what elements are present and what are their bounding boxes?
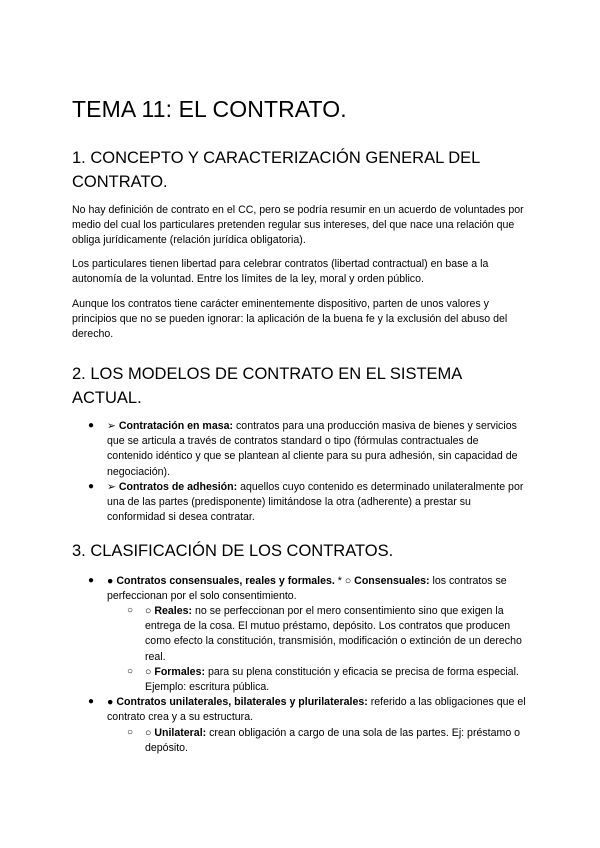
list-bullet: ● bbox=[88, 420, 95, 431]
sublist-item-formales bbox=[145, 665, 525, 695]
item-text: para su plena constitución y eficacia se precisa de forma especial. Ejemplo: escritura pública. bbox=[145, 666, 519, 694]
sublist-bullet: ○ bbox=[127, 666, 134, 677]
item-text: crean obligación a cargo de una sola de las partes. Ej: préstamo o depósito. bbox=[145, 727, 521, 755]
term-bold: Formales: bbox=[154, 666, 205, 678]
section-1-paragraph-1: No hay definición de contrato en el CC, pero se podría resumir en un acuerdo de voluntades por medio del cual los particulares pretenden regular sus intereses, del que nace una relación que obliga jurídicamente (relación jurídica obligatoria). bbox=[72, 204, 524, 247]
dot-marker: ● bbox=[107, 575, 114, 587]
list-item-contratacion-masa bbox=[107, 419, 527, 480]
circle-marker: ○ bbox=[145, 727, 152, 739]
list-item-contratos-adhesion bbox=[107, 480, 527, 526]
term-bold: Contratos consensuales, reales y formales. bbox=[116, 575, 335, 587]
item-text: no se perfeccionan por el mero consentimiento sino que exigen la entrega de la cosa. El mutuo préstamo, depósito. Los contratos que producen como efecto la constitución, transmisión, modificación o extinción de un derecho real. bbox=[145, 605, 522, 663]
sublist-item-unilateral bbox=[145, 726, 525, 756]
section-3-heading: 3. CLASIFICACIÓN DE LOS CONTRATOS. bbox=[72, 542, 394, 560]
circle-marker: ○ bbox=[145, 605, 152, 617]
list-bullet: ● bbox=[88, 696, 95, 707]
term-bold: Reales: bbox=[154, 605, 193, 617]
term-bold: Contratación en masa: bbox=[118, 420, 234, 432]
circle-marker: ○ bbox=[145, 666, 152, 678]
section-1-heading: 1. CONCEPTO Y CARACTERIZACIÓN GENERAL DEL CONTRATO. bbox=[72, 149, 480, 191]
item-text: aquellos cuyo contenido es determinado unilateralmente por una de las partes (predisponente) limitándose la otra (adherente) a prestar su conformidad si desea contratar. bbox=[107, 481, 524, 524]
item-text: los contratos se perfeccionan por el solo consentimiento. bbox=[107, 575, 507, 603]
section-2-heading: 2. LOS MODELOS DE CONTRATO EN EL SISTEMA ACTUAL. bbox=[72, 365, 462, 407]
list-bullet: ● bbox=[88, 575, 95, 586]
term-bold: Contratos de adhesión: bbox=[118, 481, 238, 493]
term-bold: Contratos unilaterales, bilaterales y plurilaterales: bbox=[116, 696, 368, 708]
item-text: referido a las obligaciones que el contrato crea y a su estructura. bbox=[107, 696, 526, 724]
list-bullet: ● bbox=[88, 481, 95, 492]
list-item-consensuales bbox=[107, 574, 527, 604]
item-text: contratos para una producción masiva de bienes y servicios que se articula a través de contratos standard o tipo (fórmulas contractuales de contenido idéntico y que se plantean al cliente para su pura adhesión, sin capacidad de negociación). bbox=[107, 420, 518, 478]
section-1-paragraph-3: Aunque los contratos tiene carácter eminentemente dispositivo, parten de unos valores y principios que no se pueden ignorar: la aplicación de la buena fe y la exclusión del abuso del derecho. bbox=[72, 298, 508, 341]
arrow-marker: ➢ bbox=[107, 420, 116, 432]
sublist-bullet: ○ bbox=[127, 727, 134, 738]
sublist-item-reales bbox=[145, 604, 525, 665]
term-bold: Unilateral: bbox=[154, 727, 207, 739]
section-1-paragraph-2: Los particulares tienen libertad para celebrar contratos (libertad contractual) en base a la autonomía de la voluntad. Entre los límites de la ley, moral y orden público. bbox=[72, 258, 489, 286]
dot-marker: ● bbox=[107, 696, 114, 708]
item-separator: * ○ bbox=[334, 575, 355, 587]
document-title: TEMA 11: EL CONTRATO. bbox=[72, 96, 347, 122]
term-bold: Consensuales: bbox=[354, 575, 430, 587]
list-item-unilaterales bbox=[107, 695, 527, 725]
arrow-marker: ➢ bbox=[107, 481, 116, 493]
sublist-bullet: ○ bbox=[127, 605, 134, 616]
